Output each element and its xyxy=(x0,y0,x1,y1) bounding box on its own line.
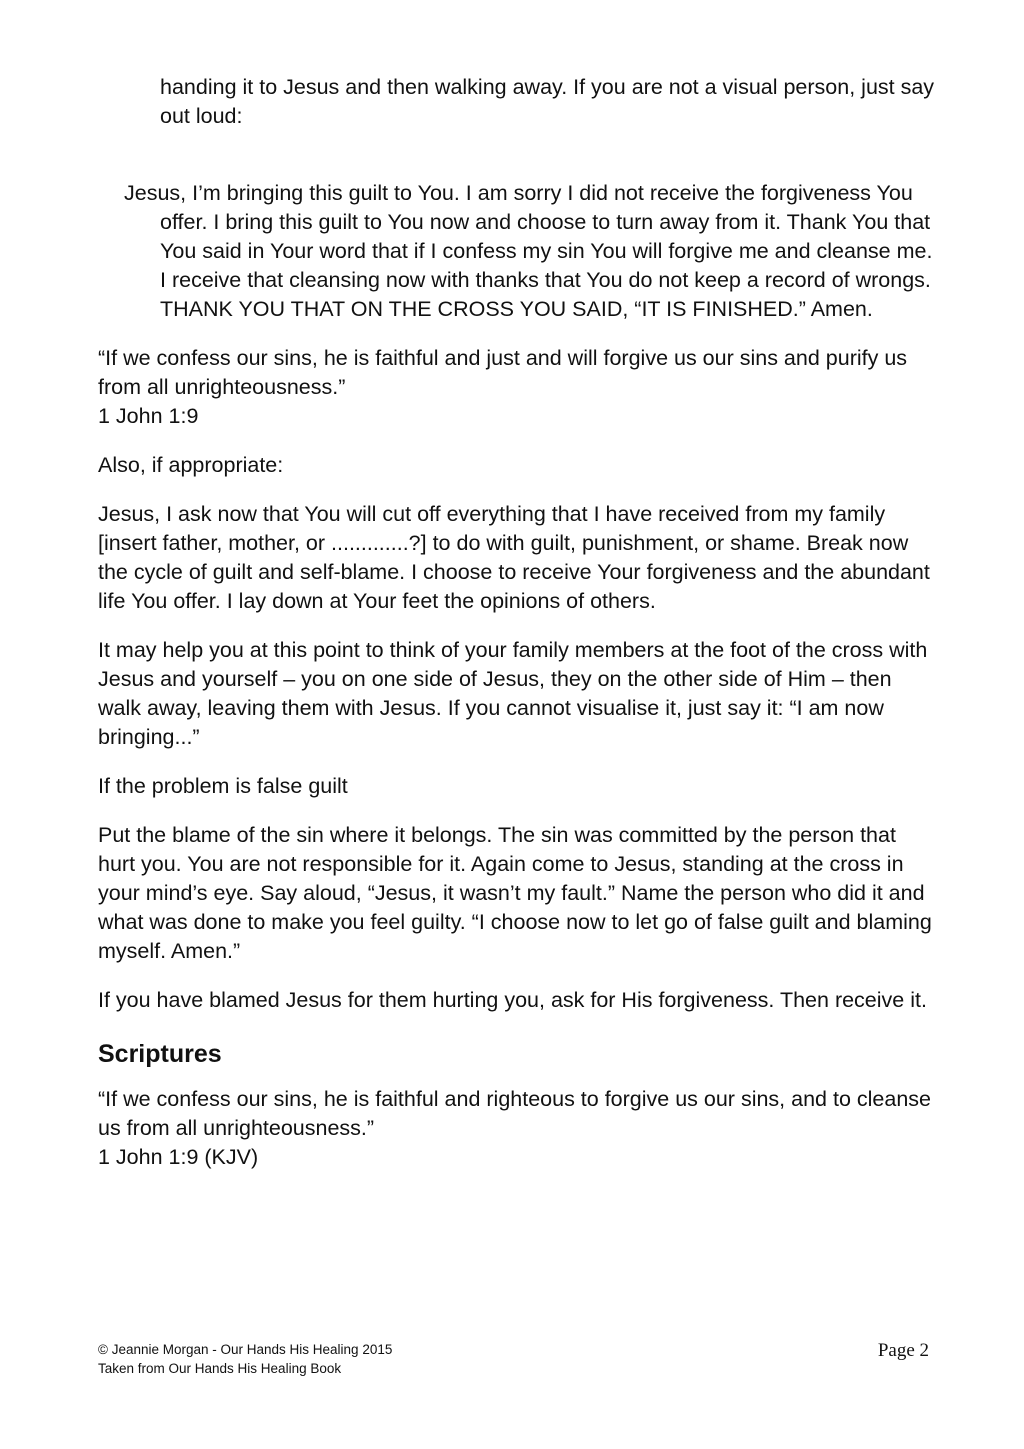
scripture-quote-2-text: “If we confess our sins, he is faithful and righteous to forgive us our sins, and to cleanse us from all unrighteousness.” xyxy=(98,1087,931,1140)
blame-paragraph: Put the blame of the sin where it belongs. The sin was committed by the person that hurt you. You are not responsible for it. Again come to Jesus, standing at the cross in your mind’s eye. Say aloud, “Jesus, it wasn’t my fault.” Name the person who did it and what was done to make you feel guilty. “I choose now to let go of false guilt and blaming myself. Amen.” xyxy=(98,823,932,963)
visualise-paragraph: It may help you at this point to think of your family members at the foot of the cross with Jesus and yourself – you on one side of Jesus, they on the other side of Him – then walk away, leaving them with Jesus. If you cannot visualise it, just say it: “I am now bringing...” xyxy=(98,638,928,749)
footer-source: Taken from Our Hands His Healing Book xyxy=(98,1361,342,1376)
family-prayer: Jesus, I ask now that You will cut off everything that I have received from my family [insert father, mother, or .............?] to do with guilt, punishment, or shame. Break now the cycle of guilt and self-blame. I choose to receive Your forgiveness and the abundant life You offer. I lay down at Your feet the opinions of others. xyxy=(98,502,930,613)
scripture-quote-1-reference: 1 John 1:9 xyxy=(98,404,199,428)
blamed-jesus-paragraph: If you have blamed Jesus for them hurting you, ask for His forgiveness. Then receive it. xyxy=(98,988,927,1012)
page-content xyxy=(98,73,938,1192)
false-guilt-label: If the problem is false guilt xyxy=(98,774,348,798)
footer-copyright: © Jeannie Morgan - Our Hands His Healing 2015 xyxy=(98,1342,393,1357)
scriptures-heading: Scriptures xyxy=(98,1040,222,1068)
scripture-quote-1-text: “If we confess our sins, he is faithful and just and will forgive us our sins and purify us from all unrighteousness.” xyxy=(98,346,908,399)
footer-credits xyxy=(98,1340,392,1378)
scripture-quote-2-reference: 1 John 1:9 (KJV) xyxy=(98,1145,259,1169)
also-if-appropriate: Also, if appropriate: xyxy=(98,453,284,477)
intro-paragraph: handing it to Jesus and then walking away. If you are not a visual person, just say out loud: xyxy=(160,75,935,128)
page-number: Page 2 xyxy=(877,1340,929,1361)
scripture-quote-2 xyxy=(98,1085,938,1172)
guilt-prayer: Jesus, I’m bringing this guilt to You. I am sorry I did not receive the forgiveness You offer. I bring this guilt to You now and choose to turn away from it. Thank You that You said in Your word that if I confess my sin You will forgive me and cleanse me. I receive that cleansing now with thanks that You do not keep a record of wrongs. THANK YOU THAT ON THE CROSS YOU SAID, “IT IS FINISHED.” Amen. xyxy=(124,181,933,321)
scripture-quote-1 xyxy=(98,344,938,431)
